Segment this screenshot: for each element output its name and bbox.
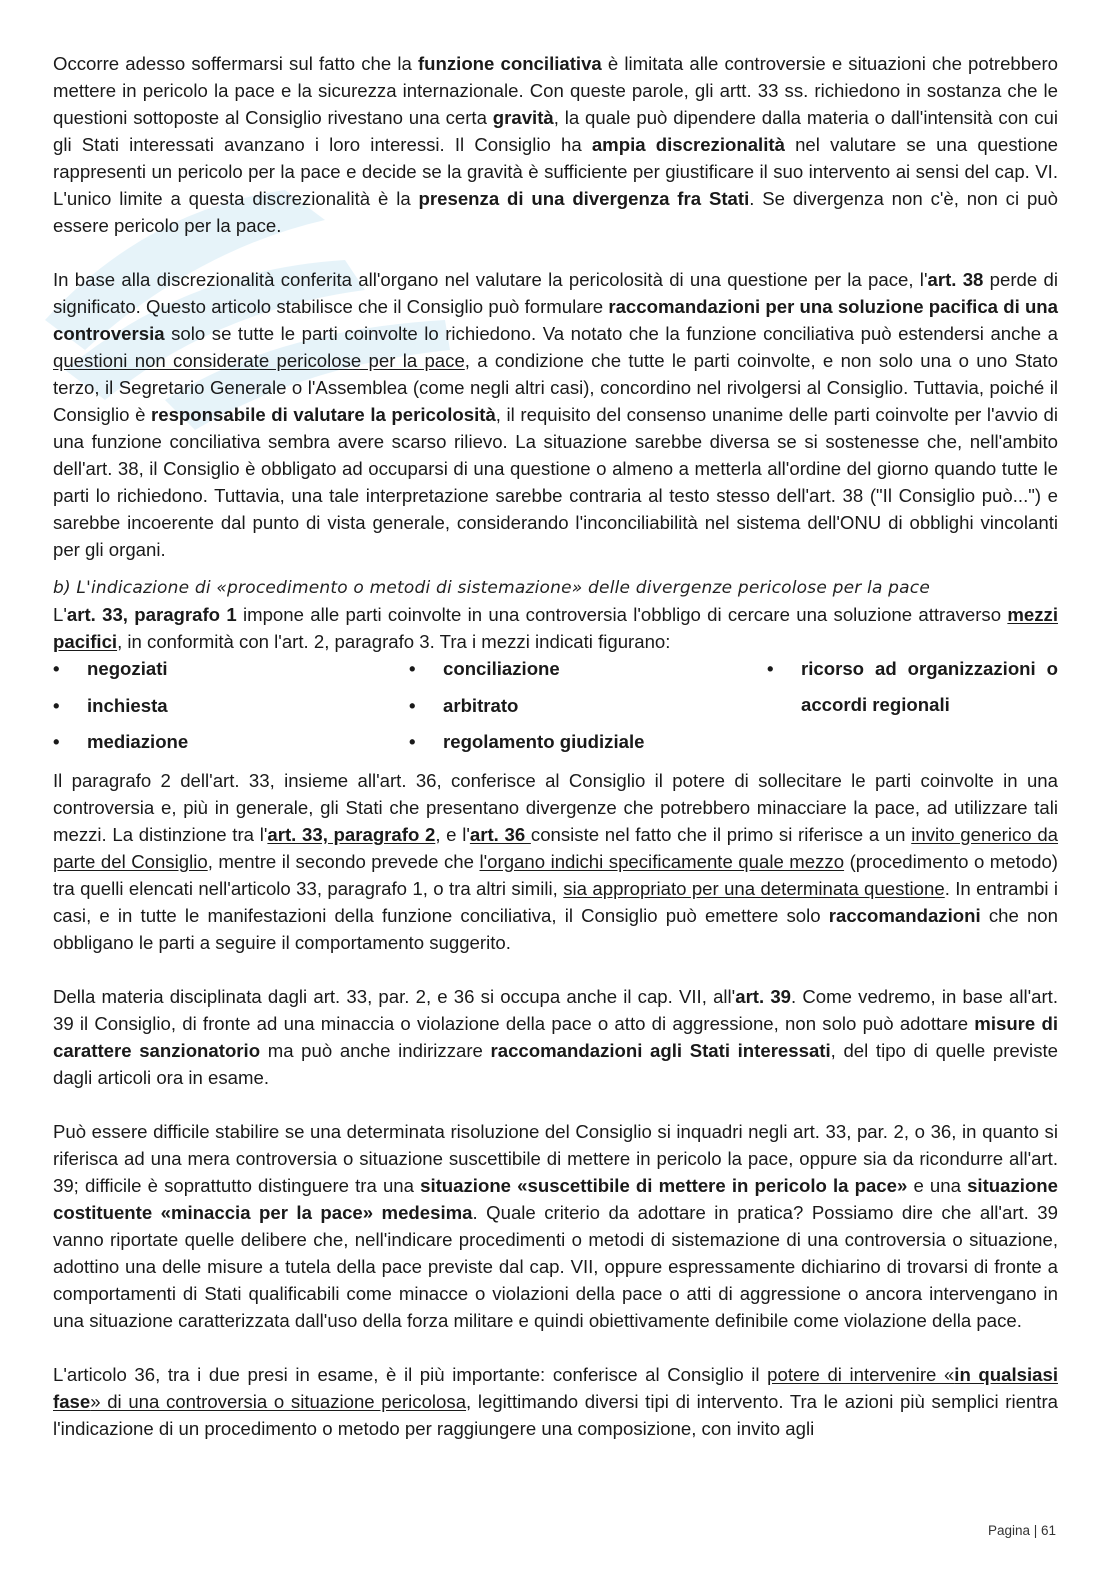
underlined-text: » di una controversia o situazione pericolosa <box>90 1390 467 1412</box>
text: In base alla discrezionalità conferita all'organo nel valutare la pericolosità di una questione per la pace, l' <box>53 269 928 290</box>
underlined-text: l'organo indichi specificamente quale mezzo <box>479 850 845 872</box>
paragraph-art-36 <box>53 1361 1058 1442</box>
bold-text: art. 33, paragrafo 1 <box>66 604 237 625</box>
text: impone alle parti coinvolte in una controversia l'obbligo di cercare una soluzione attraverso <box>236 604 1008 625</box>
list-item-label: conciliazione <box>443 658 560 679</box>
text: nel valutare se una questione rappresenti un pericolo per la pace e decide se la gravità è sufficiente per giustificare il suo intervento ai sensi del cap. VI. L'unico limite a questa discrezionalità è la <box>53 134 1059 209</box>
bold-text: gravità <box>492 107 554 128</box>
list-item <box>409 730 767 767</box>
document-body <box>53 50 1058 1442</box>
text: (procedimento o metodo) tra quelli elencati nell'articolo 33, paragrafo 1, o tra altri simili, <box>53 850 1058 899</box>
underlined-text: sia appropriato per una determinata questione <box>563 877 945 899</box>
text: , a condizione che tutte le parti coinvolte, e non solo una o uno Stato terzo, il Segretario Generale o l'Assemblea (come negli altri casi), concordino nel rivolgersi al Consiglio. Tuttavia, poiché il Consiglio è <box>53 350 1058 425</box>
text: , e l' <box>435 823 470 845</box>
bullet-icon: • <box>53 694 60 716</box>
text: è limitata alle controversie e situazioni che potrebbero mettere in pericolo la pace e la sicurezza internazionale. Con queste parole, gli artt. 33 ss. richiedono in sostanza che le questioni sottoposte al Consiglio rivestano una certa <box>53 53 1058 128</box>
text: . Se divergenza non c'è, non ci può essere pericolo per la pace. <box>53 188 1058 236</box>
bold-underlined-text: mezzi pacifici <box>53 604 1058 652</box>
bullet-icon: • <box>767 658 774 679</box>
text: L'articolo 36, tra i due presi in esame, è il più importante: conferisce al Consiglio il <box>53 1363 768 1385</box>
bullet-icon: • <box>53 731 60 752</box>
text: ma può anche indirizzare <box>260 1039 491 1061</box>
bold-underlined-text: art. 33, paragrafo 2 <box>267 823 436 845</box>
section-heading-b: b) L'indicazione di «procedimento o metodi di sistemazione» delle divergenze pericolose per la pace <box>53 578 930 598</box>
list-item <box>53 694 409 731</box>
text: Occorre adesso soffermarsi sul fatto che la <box>53 53 418 74</box>
bullet-icon: • <box>53 658 60 679</box>
text: perde di significato. Questo articolo stabilisce che il Consiglio può formulare <box>53 269 1058 317</box>
bold-text: raccomandazioni per una soluzione pacifica di una controversia <box>53 296 1058 344</box>
paragraph-art-38 <box>53 266 1058 563</box>
list-item <box>409 657 767 694</box>
means-column-1 <box>53 657 409 767</box>
bullet-icon: • <box>409 731 416 752</box>
paragraph-art-39 <box>53 983 1058 1091</box>
text: , mentre il secondo prevede che <box>207 850 480 872</box>
bold-text: art. 38 <box>927 269 984 290</box>
list-item-label: negoziati <box>87 658 168 679</box>
page-number: Pagina | 61 <box>987 1523 1056 1538</box>
text: Della materia disciplinata dagli art. 33, par. 2, e 36 si occupa anche il cap. VII, all' <box>53 985 736 1007</box>
text: , legittimando diversi tipi di intervento. Tra le azioni più semplici rientra l'indicazione di un procedimento o metodo per raggiungere una composizione, con invito agli <box>53 1390 1058 1439</box>
text: consiste nel fatto che il primo si riferisce a un <box>530 823 912 845</box>
text: , del tipo di quelle previste dagli articoli ora in esame. <box>53 1039 1058 1088</box>
text: Il paragrafo 2 dell'art. 33, insieme all'art. 36, conferisce al Consiglio il potere di sollecitare le parti coinvolte in una controversia e, più in generale, gli Stati che presentano divergenze che potrebbero minacciare la pace, ad utilizzare tali mezzi. La distinzione tra l' <box>53 769 1058 845</box>
bold-text: presenza di una divergenza fra Stati <box>418 188 750 209</box>
bold-text: raccomandazioni agli Stati interessati <box>490 1039 831 1061</box>
list-item-label: regolamento giudiziale <box>443 731 645 752</box>
bold-text: situazione «suscettibile di mettere in pericolo la pace» <box>420 1174 908 1196</box>
paragraph-art-33-par-2 <box>53 767 1058 956</box>
list-item-label: arbitrato <box>443 694 519 716</box>
underlined-text: potere di intervenire « <box>767 1363 955 1385</box>
list-item <box>53 657 409 694</box>
text: che non obbligano le parti a seguire il comportamento suggerito. <box>53 904 1058 953</box>
text: . Come vedremo, in base all'art. 39 il Consiglio, di fronte ad una minaccia o violazione della pace o atto di aggressione, non solo può adottare <box>53 985 1058 1034</box>
list-item-label: ricorso ad organizzazioni o accordi regionali <box>801 658 1058 715</box>
text: , il requisito del consenso unanime delle parti coinvolte per l'avvio di una funzione conciliativa sembra avere scarso rilievo. La situazione sarebbe diversa se si sostenesse che, nell'ambito dell'art. 38, il Consiglio è obbligato ad occuparsi di una questione o almeno a metterla all'ordine del giorno quando tutte le parti lo richiedono. Tuttavia, una tale interpretazione sarebbe contraria al testo stesso dell'art. 38 ("Il Consiglio può...") e sarebbe incoerente dal punto di vista generale, considerando l'inconciliabilità nel sistema dell'ONU di obblighi vincolanti per gli organi. <box>53 404 1059 560</box>
list-item <box>53 730 409 767</box>
underlined-text: questioni non considerate pericolose per la pace <box>53 350 465 371</box>
text: e una <box>907 1174 968 1196</box>
text: . In entrambi i casi, e in tutte le manifestazioni della funzione conciliativa, il Consiglio può emettere solo <box>53 877 1058 926</box>
bold-text: situazione costituente «minaccia per la pace» medesima <box>53 1174 1058 1223</box>
bold-text: responsabile di valutare la pericolosità <box>151 404 496 425</box>
bold-text: art. 39 <box>735 985 792 1007</box>
bold-text: misure di carattere sanzionatorio <box>53 1012 1058 1061</box>
bold-underlined-text: art. 36 <box>469 823 531 845</box>
text: , in conformità con l'art. 2, paragrafo 3. Tra i mezzi indicati figurano: <box>117 631 671 652</box>
text: solo se tutte le parti coinvolte lo richiedono. Va notato che la funzione conciliativa può estendersi anche a <box>164 323 1058 344</box>
bold-text: funzione conciliativa <box>417 53 602 74</box>
list-item-label: inchiesta <box>87 694 168 716</box>
paragraph-criteria <box>53 1118 1058 1334</box>
bold-text: ampia discrezionalità <box>591 134 785 155</box>
means-column-2 <box>409 657 767 767</box>
bullet-icon: • <box>409 658 416 679</box>
underlined-text: invito generico da parte del Consiglio <box>53 823 1059 872</box>
list-item <box>767 651 1058 723</box>
text: Può essere difficile stabilire se una determinata risoluzione del Consiglio si inquadri negli art. 33, par. 2, o 36, in quanto si riferisca ad una mera controversia o situazione suscettibile di mettere in pericolo la pace, oppure sia da ricondurre all'art. 39; difficile è soprattutto distinguere tra una <box>53 1120 1058 1196</box>
paragraph-conciliative-function <box>53 50 1058 239</box>
bold-underlined-text: in qualsiasi fase <box>53 1363 1058 1412</box>
bold-text: raccomandazioni <box>828 904 981 926</box>
text: . Quale criterio da adottare in pratica? Possiamo dire che all'art. 39 vanno riportate quelle delibere che, nell'indicare procedimenti o metodi di sistemazione di una controversia o situazione, adottino una delle misure a tutela della pace previste dal cap. VII, oppure espressamente dichiarino di trovarsi di fronte a comportamenti di Stati qualificabili come minacce o violazioni della pace o atti di aggressione o ancora intervengano in una situazione caratterizzata dall'uso della forza militare e quindi obiettivamente definibile come violazione della pace. <box>53 1201 1058 1331</box>
bullet-icon: • <box>409 694 416 716</box>
list-item-label: mediazione <box>87 731 189 752</box>
paragraph-art-33-par-1 <box>53 601 1058 655</box>
list-item <box>409 694 767 731</box>
peaceful-means-list <box>53 657 1058 767</box>
text: , la quale può dipendere dalla materia o dall'intensità con cui gli Stati interessati avanzano i loro interessi. Il Consiglio ha <box>53 107 1058 155</box>
means-column-3 <box>767 657 1058 767</box>
text: L' <box>53 604 67 625</box>
